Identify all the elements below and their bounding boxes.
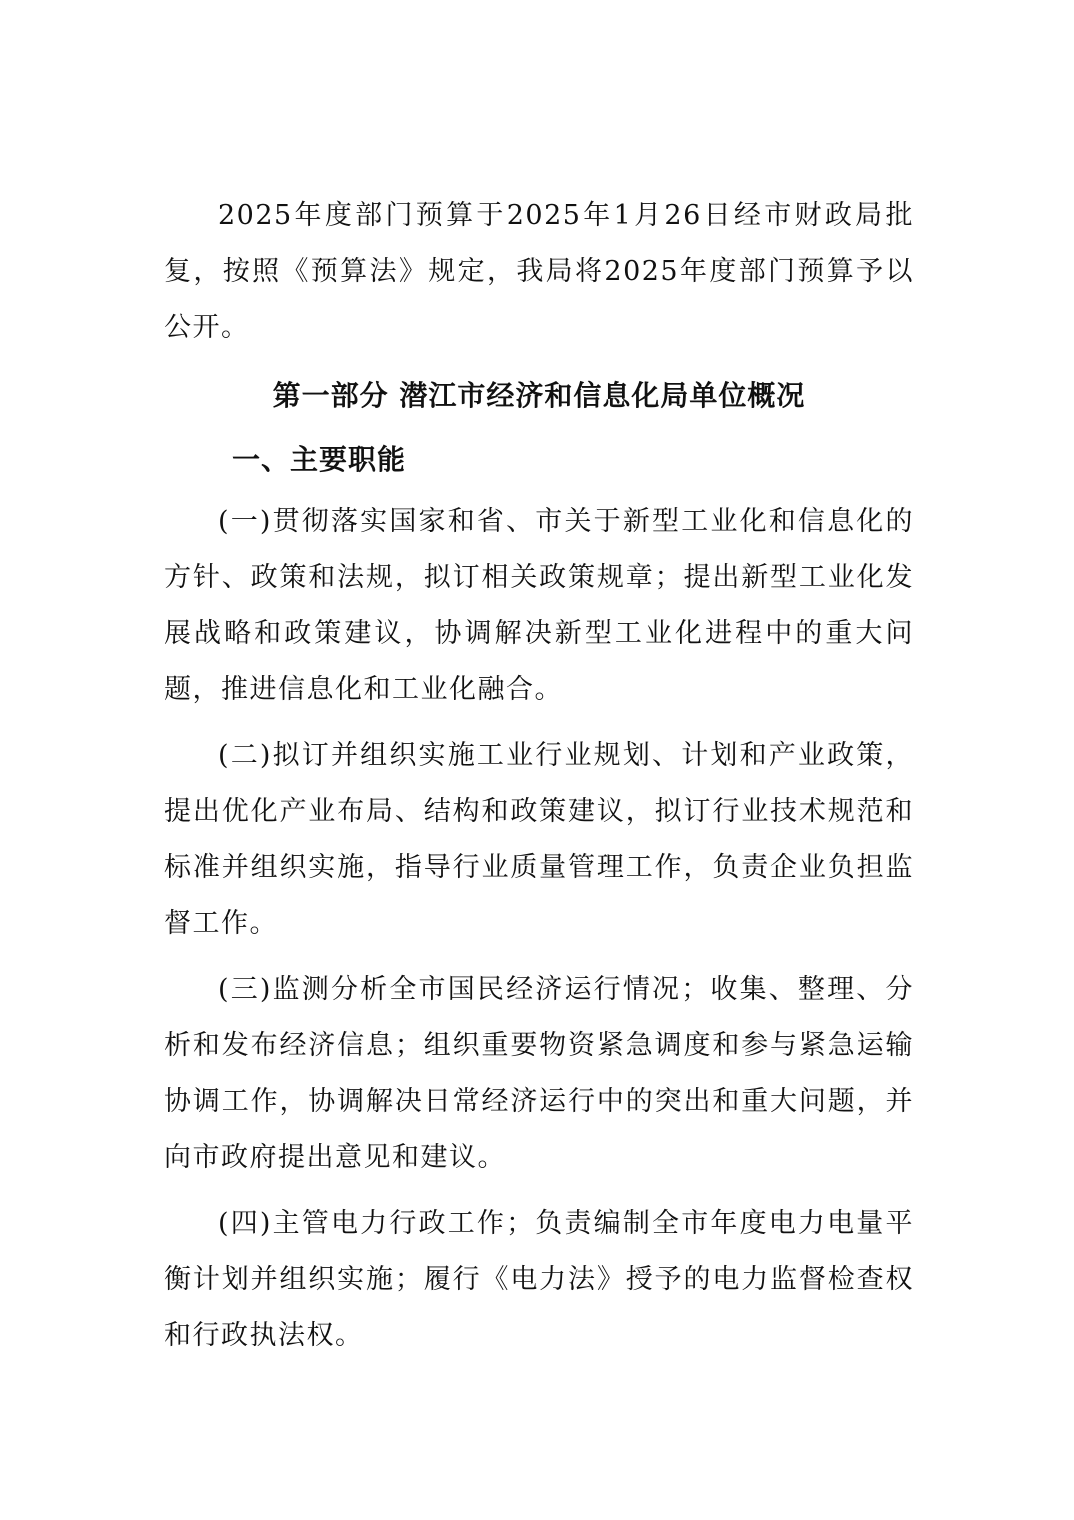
duty-item-3: (三)监测分析全市国民经济运行情况；收集、整理、分析和发布经济信息；组织重要物资紧急调度和参与紧急运输协调工作，协调解决日常经济运行中的突出和重大问题，并向市政府提出意见和建议。	[164, 974, 914, 1173]
intro-paragraph: 2025年度部门预算于2025年1月26日经市财政局批复，按照《预算法》规定，我局将2025年度部门预算予以公开。	[164, 200, 914, 343]
duty-item-4: (四)主管电力行政工作；负责编制全市年度电力电量平衡计划并组织实施；履行《电力法》授予的电力监督检查权和行政执法权。	[164, 1208, 914, 1351]
document-body	[164, 188, 914, 1374]
duty-item-2: (二)拟订并组织实施工业行业规划、计划和产业政策，提出优化产业布局、结构和政策建议，拟订行业技术规范和标准并组织实施，指导行业质量管理工作，负责企业负担监督工作。	[164, 740, 914, 939]
duty-item-1: (一)贯彻落实国家和省、市关于新型工业化和信息化的方针、政策和法规，拟订相关政策规章；提出新型工业化发展战略和政策建议，协调解决新型工业化进程中的重大问题，推进信息化和工业化融合。	[164, 506, 914, 705]
section-heading: 一、主要职能	[232, 443, 407, 476]
part-title: 第一部分 潜江市经济和信息化局单位概况	[272, 379, 806, 412]
